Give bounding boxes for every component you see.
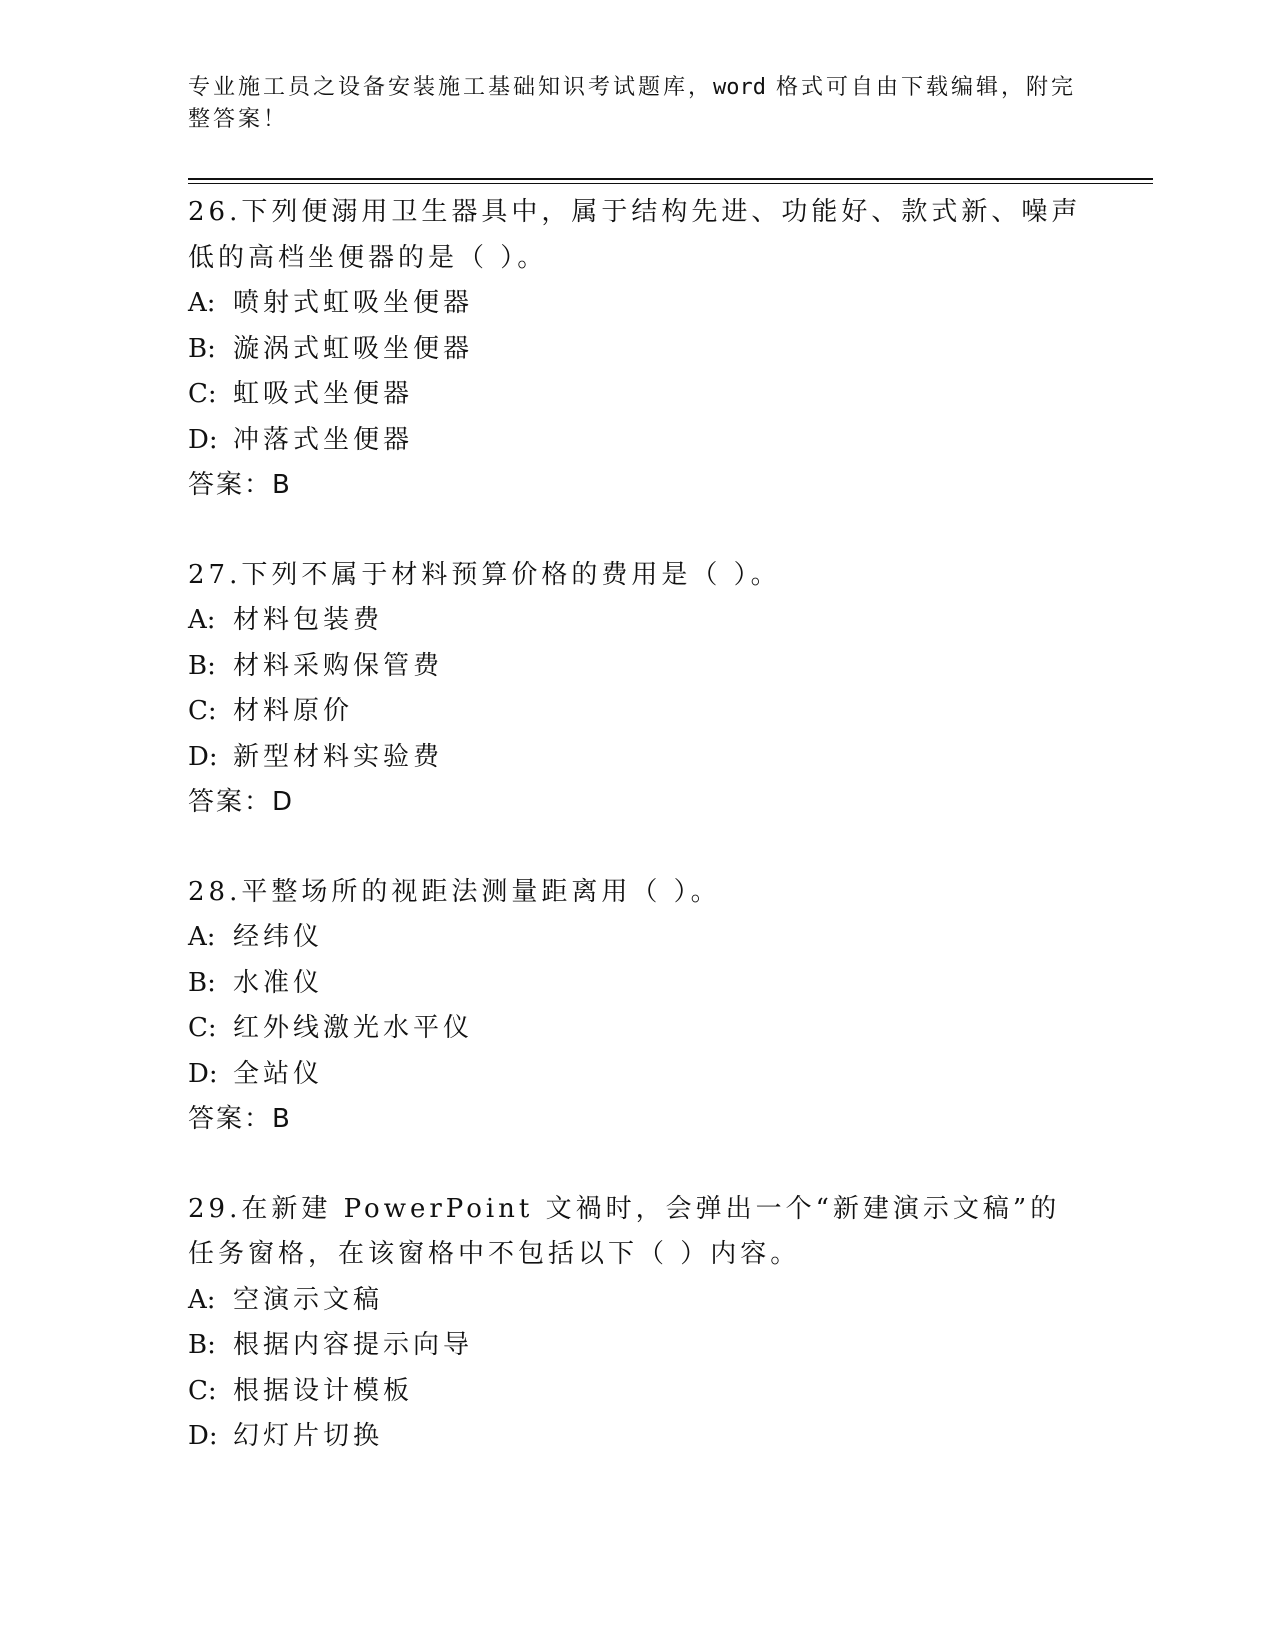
option-text: 冲落式坐便器: [233, 424, 414, 455]
option-c: [188, 689, 1088, 735]
option-d: [188, 1052, 1088, 1098]
option-key: D:: [188, 1058, 218, 1089]
option-c: [188, 372, 1088, 418]
option-d: [188, 735, 1088, 781]
option-text: 空演示文稿: [233, 1284, 384, 1315]
option-text: 材料原价: [233, 696, 354, 726]
header-text-before: 专业施工员之设备安装施工基础知识考试题库，: [188, 75, 714, 100]
answer-line: 答案：B: [188, 470, 292, 500]
option-c: [188, 1369, 1088, 1415]
header-rule-thin: [188, 183, 1153, 184]
option-key: C:: [188, 379, 217, 409]
document-header: [188, 72, 1078, 136]
option-key: A:: [188, 1284, 216, 1315]
option-key: B:: [188, 650, 216, 681]
option-a: [188, 598, 1088, 644]
option-a: [188, 281, 1088, 327]
option-text: 幻灯片切换: [233, 1421, 384, 1451]
option-text: 材料采购保管费: [233, 650, 444, 681]
question-list: [188, 190, 1088, 1504]
option-b: [188, 327, 1088, 373]
question-stem: 27.下列不属于材料预算价格的费用是（ ）。: [188, 559, 781, 590]
question-stem: 29.在新建 PowerPoint 文禍时，会弹出一个“新建演示文稿”的任务窗格，在该窗格中不包括以下（ ）内容。: [188, 1193, 1061, 1269]
header-rule-thick: [188, 178, 1153, 180]
option-key: D:: [188, 741, 218, 772]
question-stem: 28.平整场所的视距法测量距离用（ ）。: [188, 876, 721, 907]
answer-line: 答案：B: [188, 1104, 292, 1134]
option-d: [188, 418, 1088, 464]
option-key: A:: [188, 922, 216, 952]
option-key: C:: [188, 1013, 217, 1043]
question-29: [188, 1187, 1088, 1460]
option-c: [188, 1006, 1088, 1052]
option-text: 新型材料实验费: [233, 741, 444, 772]
option-a: [188, 915, 1088, 961]
option-b: [188, 644, 1088, 690]
option-text: 漩涡式虹吸坐便器: [233, 333, 474, 364]
option-key: D:: [188, 424, 218, 455]
option-key: C:: [188, 696, 217, 726]
option-text: 全站仪: [233, 1058, 324, 1089]
answer-line: 答案：D: [188, 787, 295, 817]
option-key: B:: [188, 967, 216, 998]
option-text: 根据内容提示向导: [233, 1330, 474, 1360]
option-text: 虹吸式坐便器: [233, 379, 414, 409]
option-d: [188, 1414, 1088, 1460]
option-key: B:: [188, 1330, 216, 1360]
question-27: [188, 553, 1088, 826]
header-text-after: 格式可自由下载编辑，附完整答案！: [188, 75, 1076, 132]
option-text: 经纬仪: [233, 922, 324, 952]
option-text: 材料包装费: [233, 605, 384, 635]
option-key: B:: [188, 333, 216, 364]
option-a: [188, 1278, 1088, 1324]
option-key: D:: [188, 1421, 218, 1451]
header-text-word: word: [713, 75, 766, 100]
option-text: 根据设计模板: [233, 1375, 414, 1406]
question-28: [188, 870, 1088, 1143]
option-text: 红外线激光水平仪: [233, 1013, 474, 1043]
question-stem: 26.下列便溺用卫生器具中，属于结构先进、功能好、款式新、噪声低的高档坐便器的是（ ）。: [188, 197, 1082, 273]
question-26: [188, 190, 1088, 509]
option-key: A:: [188, 288, 216, 318]
option-key: C:: [188, 1375, 217, 1406]
option-text: 水准仪: [233, 967, 324, 998]
option-b: [188, 1323, 1088, 1369]
option-text: 喷射式虹吸坐便器: [233, 288, 474, 318]
option-b: [188, 961, 1088, 1007]
option-key: A:: [188, 605, 216, 635]
